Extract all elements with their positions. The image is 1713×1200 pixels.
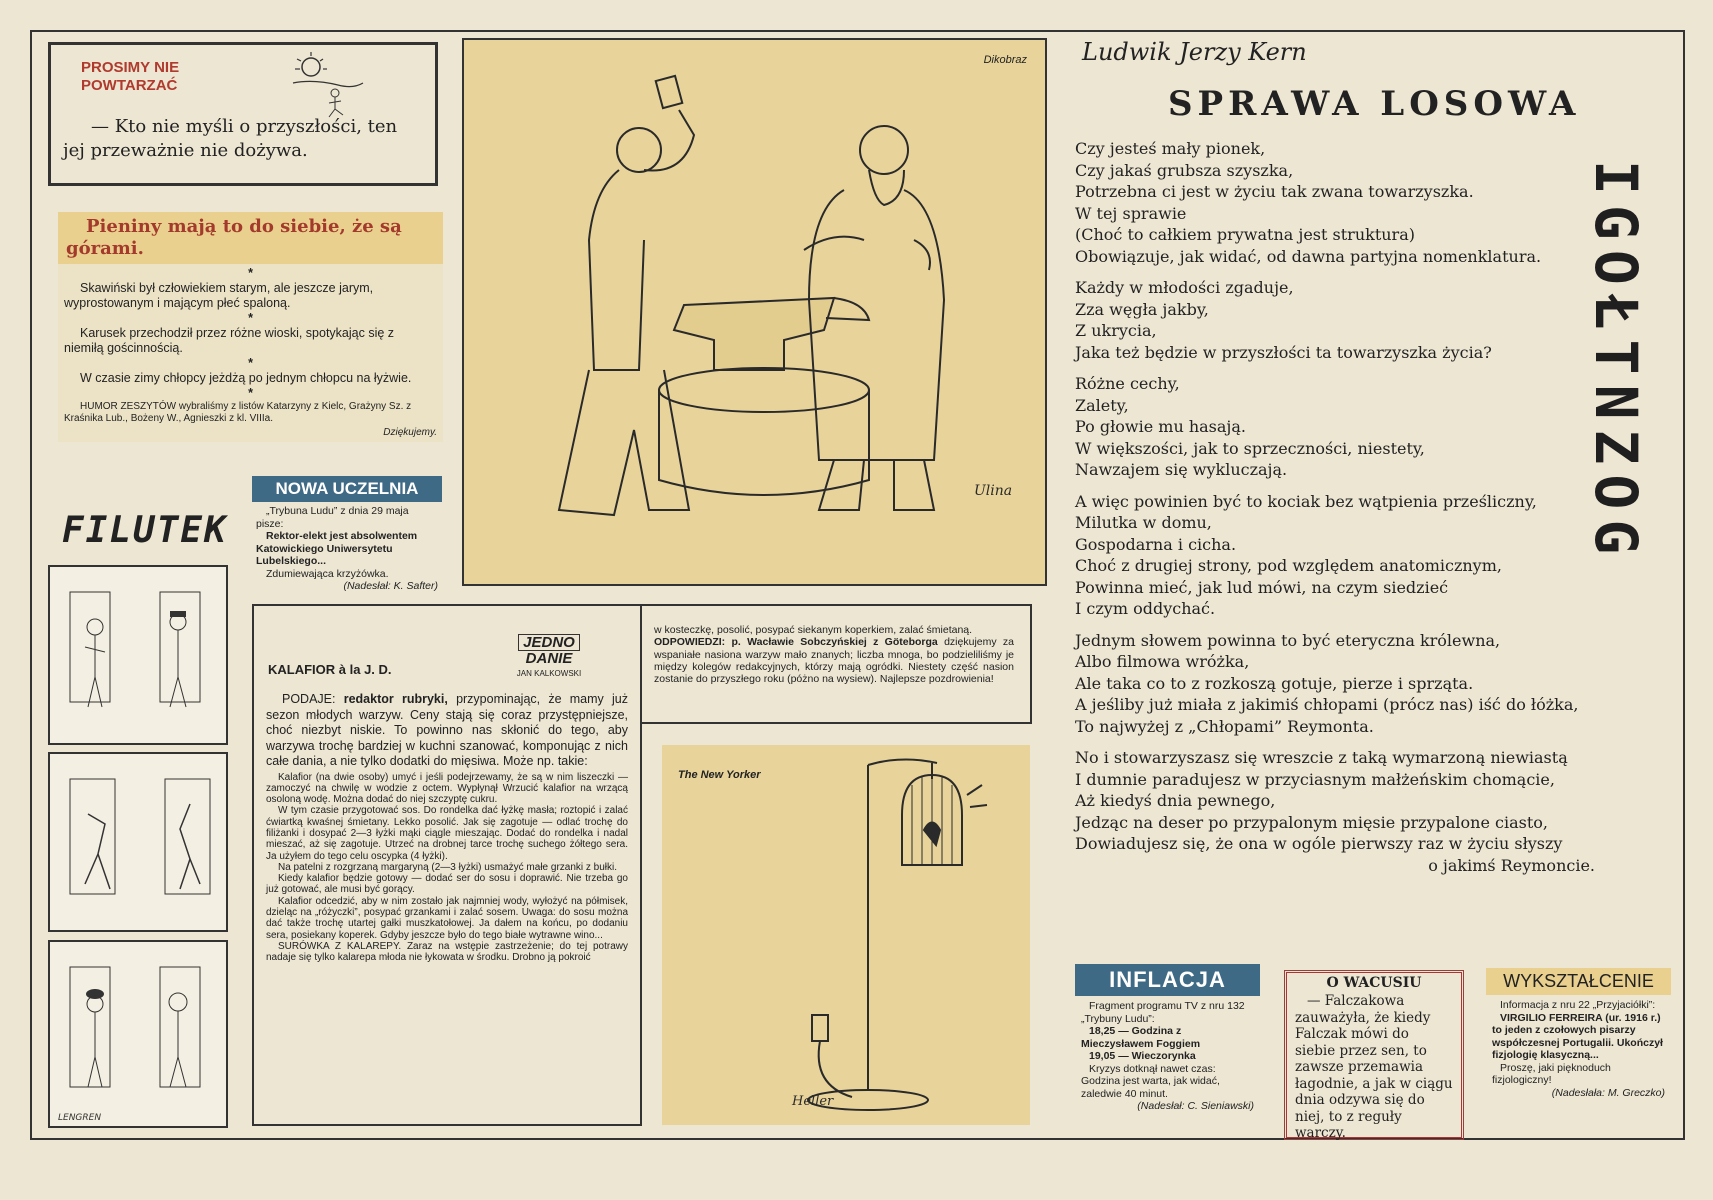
wyksztalcenie-quote: VIRGILIO FERREIRA (ur. 1916 r.) to jeden z czołowych pisarzy współczesnej Portugalii. Ukończył fizjologię klasyczną... — [1492, 1011, 1663, 1061]
poem-line: Jedząc na deser po przypalonym mięsie przypalone ciasto, — [1075, 812, 1549, 832]
poem-line: Aż kiedyś dnia pewnego, — [1075, 791, 1276, 810]
wyksztalcenie-intro: Informacja z nru 22 „Przyjaciółki”: — [1500, 999, 1656, 1011]
masthead: IGOŁTNZOG — [1582, 160, 1650, 565]
poem-stanza — [1075, 373, 1635, 481]
poem-line: Albo filmowa wróżka, — [1075, 652, 1250, 671]
pieniny-item: Skawiński był człowiekiem starym, ale jeszcze jarym, wyprostowanym i mającym płeć spaloną. — [64, 281, 374, 310]
poem-line: Każdy w młodości zgaduje, — [1075, 278, 1294, 297]
poem-line: Czy jakaś grubsza szyszka, — [1075, 160, 1294, 180]
poem-line: Choć z drugiej strony, pod względem anatomicznym, — [1075, 556, 1502, 575]
cartoon-credit: Dikobraz — [983, 54, 1027, 66]
wyksztalcenie-sender: (Nadesłała: M. Greczko) — [1551, 1086, 1665, 1099]
star-separator: * — [248, 386, 253, 400]
poem-line: A jeśliby już miała z jakimiś chłopami (prócz nas) iść do łóżka, — [1075, 695, 1579, 714]
cartoon-signature: Ulina — [974, 483, 1013, 499]
poem-line: Ale taka co to z rozkoszą gotuje, pierze i sprząta. — [1075, 673, 1474, 693]
poem-stanza — [1075, 277, 1635, 363]
comic-drawing — [50, 567, 226, 743]
cartoon-bottom-credit: The New Yorker — [678, 769, 761, 781]
poem-line: Po głowie mu hasają. — [1075, 417, 1247, 436]
inflacja-entry: 19,05 — Wieczorynka — [1089, 1050, 1196, 1062]
wyksztalcenie-tag: WYKSZTAŁCENIE — [1486, 968, 1671, 995]
svg-text:LENGREN: LENGREN — [58, 1113, 102, 1123]
poem-line: Czy jesteś mały pionek, — [1075, 139, 1266, 158]
poem-line: (Choć to całkiem prywatna jest struktura) — [1075, 225, 1415, 244]
pieniny-section — [58, 212, 443, 442]
poem-body — [1075, 138, 1635, 886]
star-separator: * — [248, 311, 253, 325]
filutek-panel-3 — [48, 940, 228, 1128]
kalafior-step: Kalafior odcedzić, aby w nim zostało jak najmniej wody, wyłożyć na półmisek, dzieląc na „różyczki”, posypać grzankami i zalać sosem. Uwaga: do sosu można dać także trochę utartej gałki muszkatołowej. Ja dałem na końcu, po dodaniu sera, posiekany koperek. Gdyby jeszcze było do tego białe wytrawne wino... — [266, 895, 628, 941]
poem-line: W większości, jak to sprzeczności, niestety, — [1075, 438, 1425, 458]
poem-line: Gospodarna i cicha. — [1075, 534, 1237, 554]
poem-line: Zalety, — [1075, 395, 1129, 415]
poem-line: o jakimś Reymoncie. — [1428, 855, 1595, 875]
wyksztalcenie-comment: Proszę, jaki pięknoduch fizjologiczny! — [1492, 1061, 1611, 1086]
nowa-uczelnia-intro: „Trybuna Ludu” z dnia 29 maja pisze: — [256, 505, 409, 530]
nowa-uczelnia — [252, 476, 442, 596]
poem-stanza — [1075, 630, 1635, 738]
kalafior-continued: w kosteczkę, posolić, posypać siekanym koperkiem, zalać śmietaną. — [654, 624, 973, 636]
poem-stanza — [1075, 747, 1635, 876]
kalafior-answers: ODPOWIEDZI: p. Wacławie Sobczyńskiej z Göteborga dziękujemy za wspaniałe nasiona warzyw mało znanych; liczba mnoga, bo podzieliliśmy je między kolegów redakcyjnych, którzy mają ogródki. Niestety część nasion zostanie do przyszłego roku (póżno na wysiew). Najlepsze pozdrowienia! — [654, 636, 1015, 686]
cartoon-top — [462, 38, 1047, 586]
poem-title: SPRAWA LOSOWA — [1168, 84, 1581, 124]
star-separator: * — [248, 266, 253, 280]
poem-line: A więc powinien być to kociak bez wątpienia prześliczny, — [1075, 491, 1537, 511]
poem-line: No i stowarzyszasz się wreszcie z taką wymarzoną niewiastą — [1075, 748, 1568, 767]
poem-stanza — [1075, 138, 1635, 267]
kalafior-continued-box — [642, 604, 1032, 724]
wacusiu-text: — Falczakowa zauważyła, że kiedy Falczak mówi do siebie przez sen, to zawsze przemawia łagodnie, a jak w ciągu dnia odzywa się do niej, to z reguły warczy. — [1295, 993, 1453, 1141]
poem-line: Jaka też będzie w przyszłości ta towarzyszka życia? — [1075, 342, 1492, 362]
poem-line: I dumnie paradujesz w przyciasnym małżeńskim chomącie, — [1075, 769, 1555, 789]
nowa-uczelnia-quote: Rektor-elekt jest absolwentem Katowickiego Uniwersytetu Lubelskiego... — [256, 530, 418, 567]
pieniny-thanks: Dziękujemy. — [383, 427, 437, 438]
wacusiu-box — [1284, 970, 1464, 1140]
inflacja — [1075, 964, 1260, 1117]
cartoon-bottom-signature: Heller — [792, 1094, 834, 1109]
kalafior-step: W tym czasie przygotować sos. Do rondelka dać łyżkę masła; roztopić i zalać ćwiartką kwaśnej śmietany. Lekko posolić. Jak się zagotuje — odlać trochę do filiżanki i dosypać 2—3 łyżki mąki ciągle mieszając. Dodać do rondelka i nadal mieszać, aż się zagotuje. Utrzeć na drobnej tarce trochę suchego żółtego sera. Ja użyłem do tego celu oscypka (4 łyżki). — [266, 805, 628, 862]
kalafior-box — [252, 604, 642, 1126]
poem-line: Nawzajem się wykluczają. — [1075, 460, 1288, 479]
inflacja-sender: (Nadesłał: C. Sieniawski) — [1137, 1100, 1254, 1112]
wyksztalcenie — [1486, 968, 1671, 1103]
inflacja-tag: INFLACJA — [1075, 964, 1260, 996]
prosimy-title: PROSIMY NIE POWTARZAĆ — [81, 59, 180, 94]
filutek-panel-1 — [48, 565, 228, 745]
poem-line: To najwyżej z „Chłopami” Reymonta. — [1075, 716, 1374, 736]
pieniny-item: Karusek przechodził przez różne wioski, spotykając się z niemiłą gościnnością. — [64, 326, 395, 355]
kalafior-step: Kiedy kalafior będzie gotowy — dodać ser do sosu i doprawić. Nie trzeba go już gotować, ale musi być gorący. — [266, 873, 628, 896]
poem-line: Dowiadujesz się, że ona w ogóle pierwszy raz w życiu słyszy — [1075, 834, 1563, 853]
filutek-logo: FILUTEK — [62, 510, 228, 551]
kalafior-title: KALAFIOR à la J. D. — [268, 662, 392, 677]
nowa-uczelnia-tag: NOWA UCZELNIA — [252, 476, 442, 502]
kalafior-intro: PODAJE: redaktor rubryki, przypominając, że mamy już sezon młodych warzyw. Ceny stają się coraz przystępniejsze, choć niezbyt niskie. To powinno nas skłonić do tego, aby warzywa trochę bardziej w kuchni szanować, komponując z nich całe dania, a nie tylko dodatki do mięsiwa. Może np. takie: — [266, 692, 628, 768]
kalafior-step: Kalafior (na dwie osoby) umyć i jeśli podejrzewamy, że są w nim liszeczki — zamoczyć na chwilę w wodzie z octem. Wypłynął Wrzucić kalafior na wrzącą osoloną wodę. Można dodać do niej szczyptę cukru. — [266, 771, 628, 806]
nowa-uczelnia-comment: Zdumiewająca krzyżówka. — [266, 567, 389, 580]
poem-line: Potrzebna ci jest w życiu tak zwana towarzyszka. — [1075, 182, 1474, 201]
comic-drawing — [50, 754, 226, 930]
kalafior-step: Na patelni z rozgrzaną margaryną (2—3 łyżki) usmażyć małe grzanki z bułki. — [278, 861, 618, 873]
poem-stanza — [1075, 491, 1635, 620]
poem-line: Milutka w domu, — [1075, 513, 1212, 532]
poem-line: I czym oddychać. — [1075, 599, 1216, 618]
poem-line: Z ukrycia, — [1075, 321, 1157, 340]
pieniny-credit: HUMOR ZESZYTÓW wybraliśmy z listów Katarzyny z Kielc, Grażyny Sz. z Kraśnika Lub., Bożeny W., Agnieszki z kl. VIIIa. — [64, 401, 412, 424]
prosimy-text: — Kto nie myśli o przyszłości, ten jej przeważnie nie dożywa. — [63, 116, 398, 161]
cartoon-bottom — [662, 745, 1030, 1125]
poem-line: Różne cechy, — [1075, 374, 1180, 393]
filutek-panel-2 — [48, 752, 228, 932]
poem-line: Obowiązuje, jak widać, od dawna partyjna nomenklatura. — [1075, 246, 1542, 266]
poem-line: Jednym słowem powinna to być eteryczna królewna, — [1075, 630, 1501, 650]
wacusiu-title: O WACUSIU — [1326, 975, 1422, 991]
kalafior-step: SURÓWKA Z KALAREPY. Zaraz na wstępie zastrzeżenie; do tej potrawy nadaje się tylko kalarepa młoda nie łykowata w środku. Drobno ją pokroić — [266, 940, 628, 964]
inflacja-intro: Fragment programu TV z nru 132 „Trybuny Ludu”: — [1081, 1000, 1245, 1025]
poem-line: Powinna mieć, jak lud mówi, na czym siedzieć — [1075, 577, 1449, 597]
poem-line: Zza węgła jakby, — [1075, 299, 1209, 319]
comic-drawing — [50, 942, 226, 1126]
pieniny-item: W czasie zimy chłopcy jeżdżą po jednym chłopcu na łyżwie. — [80, 371, 412, 385]
poem-author: Ludwik Jerzy Kern — [1082, 38, 1307, 66]
pieniny-headline: Pieniny mają to do siebie, że są górami. — [58, 212, 443, 264]
blacksmith-card-players-illustration — [464, 40, 1045, 584]
birdcage-lamp-illustration — [662, 745, 1030, 1125]
inflacja-entry: 18,25 — Godzina z Mieczysławem Foggiem — [1081, 1025, 1201, 1050]
star-separator: * — [248, 356, 253, 370]
jedno-danie-logo: JEDNO DANIE JAN KALKOWSKI — [516, 634, 582, 678]
sun-figure-illustration — [283, 49, 373, 119]
prosimy-box — [48, 42, 438, 186]
inflacja-text: Kryzys dotknął nawet czas: Godzina jest warta, jak widać, zaledwie 40 minut. — [1081, 1062, 1220, 1100]
nowa-uczelnia-sender: (Nadesłał: K. Safter) — [343, 580, 438, 592]
poem-line: W tej sprawie — [1075, 203, 1187, 223]
